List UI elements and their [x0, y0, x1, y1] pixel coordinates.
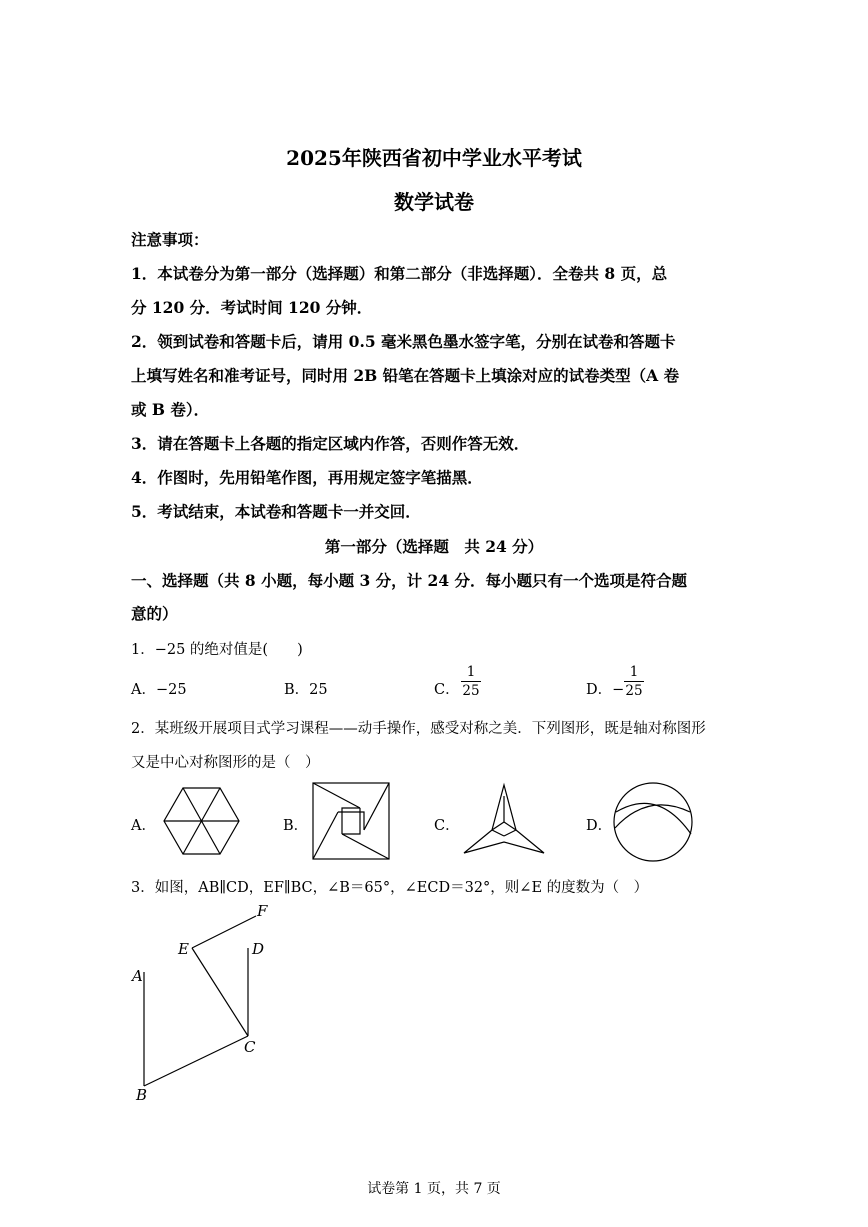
- page-footer: 试卷第 1 页，共 7 页: [367, 1181, 501, 1197]
- segment-bc: [144, 1036, 248, 1086]
- point-label-d: D: [252, 940, 265, 958]
- notice-heading: 注意事项：: [131, 230, 209, 249]
- q1-option-c-label: C．: [434, 682, 460, 698]
- segment-ce: [192, 948, 248, 1036]
- point-label-e: E: [178, 940, 189, 958]
- page-subtitle: 数学试卷: [394, 190, 474, 214]
- q1-option-d-label: D．−: [586, 682, 625, 698]
- q1-option-a: A．−25: [131, 682, 187, 698]
- notice-line: 3．请在答题卡上各题的指定区域内作答，否则作答无效．: [131, 434, 530, 453]
- q1-option-c-fraction: [461, 664, 481, 699]
- fraction-numerator: 1: [466, 664, 476, 680]
- fraction-bar: [461, 681, 481, 682]
- notice-line: 上填写姓名和准考证号，同时用 2B 铅笔在答题卡上填涂对应的试卷类型（A 卷: [131, 366, 680, 385]
- page-title: 2025年陕西省初中学业水平考试: [286, 146, 582, 170]
- segment-ef: [192, 916, 256, 948]
- point-label-c: C: [244, 1038, 256, 1056]
- notice-line: 1．本试卷分为第一部分（选择题）和第二部分（非选择题）．全卷共 8 页，总: [131, 264, 668, 283]
- q1-option-b: B．25: [284, 682, 328, 698]
- part-title: 第一部分（选择题 共 24 分）: [324, 537, 544, 556]
- question-1-stem: 1．−25 的绝对值是( ): [131, 642, 303, 658]
- section-heading: 一、选择题（共 8 小题，每小题 3 分，计 24 分．每小题只有一个选项是符合题: [131, 571, 688, 590]
- three-point-star-figure: [462, 784, 546, 856]
- question-3-stem: 3．如图，AB∥CD，EF∥BC，∠B＝65°，∠ECD＝32°，则∠E 的度数为（ ）: [131, 880, 649, 896]
- notice-line: 分 120 分．考试时间 120 分钟．: [131, 298, 373, 317]
- question-2-stem-cont: 又是中心对称图形的是（ ）: [131, 755, 320, 771]
- q1-option-d-fraction: [624, 664, 644, 699]
- q2-option-c-label: C．: [434, 818, 460, 834]
- hexagon-figure: [163, 786, 241, 856]
- pinwheel-square-figure: [312, 782, 392, 862]
- notice-line: 4．作图时，先用铅笔作图，再用规定签字笔描黑．: [131, 468, 483, 487]
- question-2-stem: 2．某班级开展项目式学习课程——动手操作，感受对称之美．下列图形，既是轴对称图形: [131, 721, 706, 737]
- point-label-a: A: [132, 967, 143, 985]
- fraction-numerator: 1: [629, 664, 639, 680]
- q2-option-a-label: A．: [131, 818, 156, 834]
- point-label-f: F: [257, 902, 268, 920]
- q2-option-b-label: B．: [283, 818, 309, 834]
- fraction-denominator: 25: [462, 683, 480, 699]
- geometry-figure: [130, 900, 280, 1105]
- q2-option-d-label: D．: [586, 818, 613, 834]
- point-label-b: B: [136, 1086, 148, 1104]
- fraction-bar: [624, 681, 644, 682]
- notice-line: 或 B 卷）．: [131, 400, 210, 419]
- fraction-denominator: 25: [625, 683, 643, 699]
- notice-line: 5．考试结束，本试卷和答题卡一并交回．: [131, 502, 421, 521]
- circle-arcs-figure: [613, 782, 695, 864]
- notice-line: 2．领到试卷和答题卡后，请用 0.5 毫米黑色墨水签字笔，分别在试卷和答题卡: [131, 332, 676, 351]
- section-heading-cont: 意的）: [131, 604, 178, 623]
